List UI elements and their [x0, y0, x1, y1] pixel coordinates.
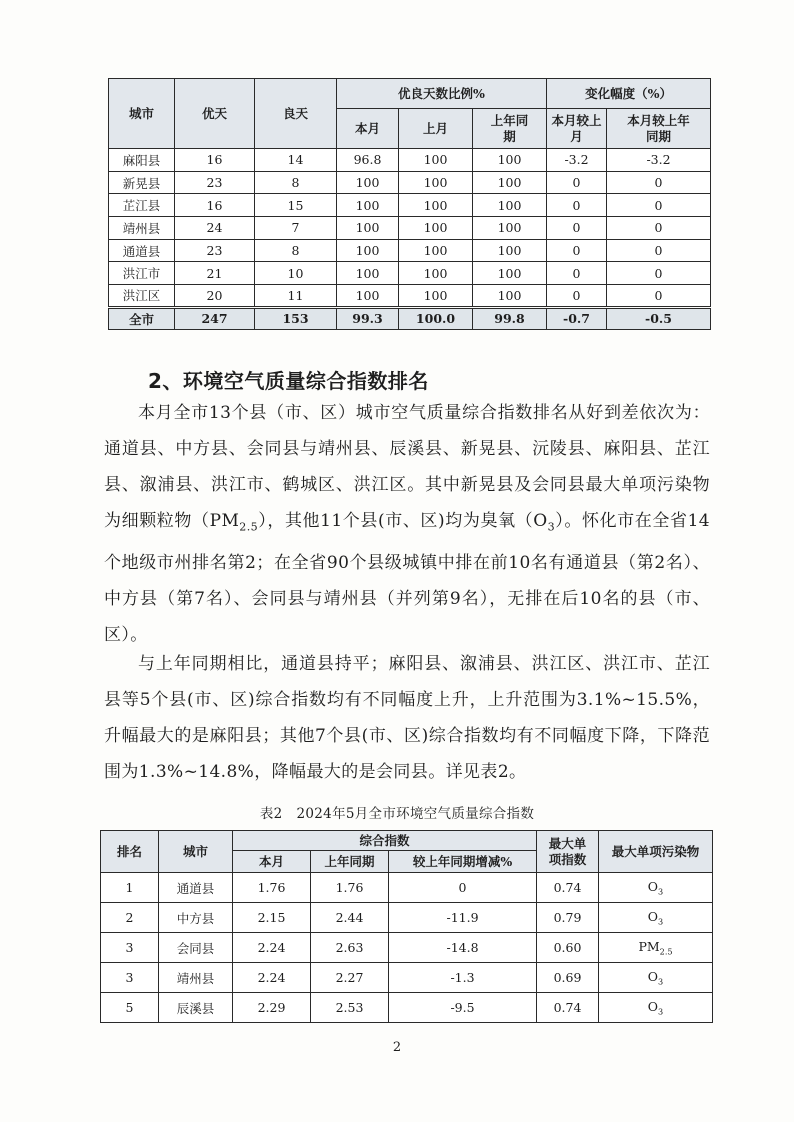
cell-change-vs-last-year: 0 [607, 217, 711, 240]
pollutant-name: O [647, 998, 659, 1014]
header-city: 城市 [159, 831, 233, 873]
paragraph-ranking-part-c: ）。怀化市在全省14个地级市州排名第2；在全省90个县级城镇中排在前10名有通道县（第2名）、中方县（第7名）、会同县与靖州县（并列第9名），无排在后10名的县（市、区）。 [104, 511, 711, 646]
cell-city: 会同县 [159, 933, 233, 963]
composite-index-table [100, 830, 713, 1023]
paragraph-ranking-part-a: 本月全市13个县（市、区）城市空气质量综合指数排名从好到差依次为：通道县、中方县、会同县与靖州县、辰溪县、新晃县、沅陵县、麻阳县、芷江县、溆浦县、洪江市、鹤城区、洪江区。其中新晃县及会同县最大单项污染物为细颗粒物（PM [104, 403, 710, 531]
section-heading: 2、环境空气质量综合指数排名 [148, 369, 429, 393]
header-good-days: 良天 [255, 79, 337, 149]
cell-change-vs-last-month: 0 [547, 217, 607, 240]
paragraph-ranking-part-b: ），其他11个县(市、区)均为臭氧（O [258, 511, 548, 531]
cell-ratio-last-month: 100 [399, 171, 473, 194]
cell-change: -1.3 [389, 963, 537, 993]
header-max-single-index: 最大单项指数 [537, 831, 599, 873]
header-ratio-group: 优良天数比例% [337, 79, 547, 109]
header-last-year-same: 上年同期 [473, 109, 547, 149]
header-vs-last-year: 本月较上年同期 [607, 109, 711, 149]
table2-caption-text: 2024年5月全市环境空气质量综合指数 [296, 806, 535, 822]
header-excellent-days: 优天 [175, 79, 255, 149]
cell-ratio-this-month: 100 [337, 217, 399, 240]
cell-ratio-last-year: 100 [473, 217, 547, 240]
cell-excellent-days: 16 [175, 149, 255, 172]
cell-excellent-days: 20 [175, 285, 255, 308]
table-row [109, 171, 711, 194]
cell-rank: 5 [101, 993, 159, 1023]
cell-last-year: 2.44 [311, 903, 389, 933]
composite-index-table-body [101, 873, 713, 1023]
cell-ratio-last-month: 100 [399, 262, 473, 285]
total-city: 全市 [109, 307, 175, 329]
cell-ratio-last-month: 100 [399, 217, 473, 240]
table2-caption [0, 802, 794, 822]
cell-this-month: 2.29 [233, 993, 311, 1023]
cell-ratio-this-month: 96.8 [337, 149, 399, 172]
header-last-month: 上月 [399, 109, 473, 149]
pollutant-subscript: 3 [658, 886, 664, 897]
cell-change-vs-last-month: 0 [547, 285, 607, 308]
cell-max-index: 0.74 [537, 993, 599, 1023]
cell-change-vs-last-year: 0 [607, 171, 711, 194]
cell-city: 麻阳县 [109, 149, 175, 172]
cell-city: 辰溪县 [159, 993, 233, 1023]
table-row [101, 933, 713, 963]
cell-good-days: 10 [255, 262, 337, 285]
cell-change-vs-last-month: -3.2 [547, 149, 607, 172]
cell-max-index: 0.79 [537, 903, 599, 933]
pollutant-subscript: 2.5 [659, 946, 673, 957]
cell-ratio-last-year: 100 [473, 262, 547, 285]
cell-ratio-this-month: 100 [337, 285, 399, 308]
cell-rank: 2 [101, 903, 159, 933]
cell-city: 洪江区 [109, 285, 175, 308]
cell-change: -11.9 [389, 903, 537, 933]
cell-rank: 3 [101, 933, 159, 963]
pollutant-subscript: 3 [658, 916, 664, 927]
header-composite-group: 综合指数 [233, 831, 537, 851]
cell-last-year: 2.27 [311, 963, 389, 993]
cell-change-vs-last-year: 0 [607, 285, 711, 308]
pollutant-subscript: 3 [658, 1006, 664, 1017]
cell-change-vs-last-month: 0 [547, 262, 607, 285]
o3-subscript: 3 [547, 520, 556, 534]
good-days-table [108, 78, 711, 330]
cell-city: 靖州县 [159, 963, 233, 993]
total-ratio-last-year: 99.8 [473, 307, 547, 329]
cell-good-days: 8 [255, 239, 337, 262]
cell-change-vs-last-year: -3.2 [607, 149, 711, 172]
total-excellent-days: 247 [175, 307, 255, 329]
cell-change-vs-last-year: 0 [607, 194, 711, 217]
table-row [109, 217, 711, 240]
cell-city: 洪江市 [109, 262, 175, 285]
pollutant-name: PM [638, 938, 660, 954]
cell-last-year: 1.76 [311, 873, 389, 903]
cell-rank: 3 [101, 963, 159, 993]
cell-ratio-last-year: 100 [473, 149, 547, 172]
cell-last-year: 2.63 [311, 933, 389, 963]
cell-city: 芷江县 [109, 194, 175, 217]
pollutant-name: O [647, 908, 659, 924]
cell-ratio-this-month: 100 [337, 171, 399, 194]
cell-change: 0 [389, 873, 537, 903]
table-row [109, 239, 711, 262]
total-change-vs-last-year: -0.5 [607, 307, 711, 329]
cell-ratio-this-month: 100 [337, 194, 399, 217]
cell-ratio-last-month: 100 [399, 239, 473, 262]
total-change-vs-last-month: -0.7 [547, 307, 607, 329]
cell-excellent-days: 16 [175, 194, 255, 217]
table-row [109, 262, 711, 285]
header-yoy-change: 较上年同期增减% [389, 851, 537, 873]
cell-ratio-this-month: 100 [337, 262, 399, 285]
cell-ratio-last-month: 100 [399, 149, 473, 172]
table-row [101, 963, 713, 993]
cell-good-days: 15 [255, 194, 337, 217]
cell-this-month: 2.24 [233, 963, 311, 993]
cell-ratio-last-month: 100 [399, 194, 473, 217]
table2-caption-number: 表2 [259, 806, 283, 822]
paragraph-yoy-comparison: 与上年同期相比，通道县持平；麻阳县、溆浦县、洪江区、洪江市、芷江县等5个县(市、区)综合指数均有不同幅度上升，上升范围为3.1%~15.5%，升幅最大的是麻阳县；其他7个县(市、区)综合指数均有不同幅度下降，下降范围为1.3%~14.8%，降幅最大的是会同县。详见表2。 [104, 654, 710, 782]
cell-ratio-this-month: 100 [337, 239, 399, 262]
cell-ratio-last-year: 100 [473, 194, 547, 217]
cell-ratio-last-month: 100 [399, 285, 473, 308]
table-row [109, 285, 711, 308]
table-row [101, 903, 713, 933]
cell-excellent-days: 21 [175, 262, 255, 285]
table-row [101, 993, 713, 1023]
header-city: 城市 [109, 79, 175, 149]
cell-this-month: 2.15 [233, 903, 311, 933]
table-row [101, 873, 713, 903]
cell-change-vs-last-month: 0 [547, 239, 607, 262]
cell-max-index: 0.74 [537, 873, 599, 903]
cell-city: 新晃县 [109, 171, 175, 194]
cell-good-days: 8 [255, 171, 337, 194]
cell-pollutant [599, 873, 713, 903]
cell-max-index: 0.69 [537, 963, 599, 993]
pollutant-name: O [647, 878, 659, 894]
cell-good-days: 11 [255, 285, 337, 308]
header-last-year-same: 上年同期 [311, 851, 389, 873]
paragraph-ranking [104, 395, 710, 653]
cell-pollutant [599, 993, 713, 1023]
header-vs-last-month: 本月较上月 [547, 109, 607, 149]
cell-ratio-last-year: 100 [473, 239, 547, 262]
good-days-table-body [109, 149, 711, 330]
header-max-single-pollutant: 最大单项污染物 [599, 831, 713, 873]
cell-city: 通道县 [109, 239, 175, 262]
pollutant-name: O [647, 968, 659, 984]
cell-excellent-days: 23 [175, 171, 255, 194]
cell-this-month: 1.76 [233, 873, 311, 903]
cell-ratio-last-year: 100 [473, 285, 547, 308]
total-ratio-this-month: 99.3 [337, 307, 399, 329]
cell-change-vs-last-month: 0 [547, 194, 607, 217]
cell-city: 通道县 [159, 873, 233, 903]
cell-good-days: 14 [255, 149, 337, 172]
cell-good-days: 7 [255, 217, 337, 240]
pm-subscript: 2.5 [239, 520, 259, 534]
cell-pollutant [599, 933, 713, 963]
page-number: 2 [392, 1040, 402, 1055]
cell-change: -14.8 [389, 933, 537, 963]
cell-excellent-days: 23 [175, 239, 255, 262]
cell-change-vs-last-month: 0 [547, 171, 607, 194]
table-total-row [109, 307, 711, 329]
cell-this-month: 2.24 [233, 933, 311, 963]
cell-pollutant [599, 903, 713, 933]
cell-rank: 1 [101, 873, 159, 903]
cell-excellent-days: 24 [175, 217, 255, 240]
pollutant-subscript: 3 [658, 976, 664, 987]
table-row [109, 194, 711, 217]
cell-pollutant [599, 963, 713, 993]
total-good-days: 153 [255, 307, 337, 329]
cell-city: 靖州县 [109, 217, 175, 240]
cell-change: -9.5 [389, 993, 537, 1023]
total-ratio-last-month: 100.0 [399, 307, 473, 329]
header-rank: 排名 [101, 831, 159, 873]
header-change-group: 变化幅度（%） [547, 79, 711, 109]
cell-change-vs-last-year: 0 [607, 239, 711, 262]
cell-ratio-last-year: 100 [473, 171, 547, 194]
header-this-month: 本月 [233, 851, 311, 873]
cell-last-year: 2.53 [311, 993, 389, 1023]
cell-max-index: 0.60 [537, 933, 599, 963]
header-this-month: 本月 [337, 109, 399, 149]
cell-city: 中方县 [159, 903, 233, 933]
table-row [109, 149, 711, 172]
cell-change-vs-last-year: 0 [607, 262, 711, 285]
